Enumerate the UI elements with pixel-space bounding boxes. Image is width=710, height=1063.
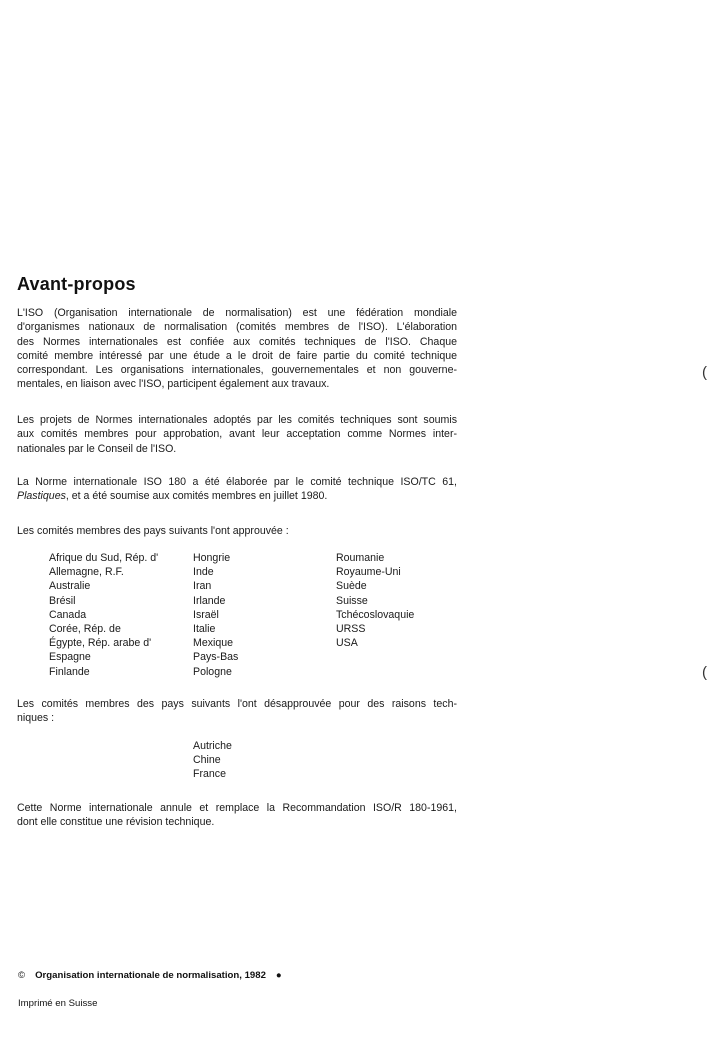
- country-item: Australie: [49, 580, 91, 593]
- disapproved-line: niques :: [17, 712, 55, 725]
- country-column: [193, 551, 238, 679]
- country-item: Inde: [193, 566, 214, 579]
- intro-line: correspondant. Les organisations internationales, gouvernementales et non gouverne-: [17, 364, 457, 377]
- country-item: Espagne: [49, 651, 91, 664]
- country-item: Irlande: [193, 594, 226, 607]
- committee-title: Plastiques: [17, 490, 66, 503]
- country-column: [336, 551, 414, 650]
- standard-line: [17, 489, 457, 503]
- intro-paragraph: [17, 306, 457, 392]
- country-column: [49, 551, 158, 679]
- copyright-notice: [18, 970, 282, 981]
- approval-paragraph: [17, 413, 457, 456]
- country-item: France: [193, 768, 226, 781]
- page-title: Avant-propos: [17, 274, 136, 294]
- country-item: Autriche: [193, 740, 232, 752]
- replacement-line: dont elle constitue une révision technique.: [17, 816, 215, 829]
- country-item: Brésil: [49, 594, 76, 607]
- country-item: Iran: [193, 580, 212, 593]
- country-item: Italie: [193, 623, 216, 636]
- replacement-line: Cette Norme internationale annule et remplace la Recommandation ISO/R 180-1961,: [17, 802, 457, 814]
- binding-mark-icon: (: [702, 665, 707, 681]
- country-item: Pologne: [193, 665, 232, 678]
- approval-line: nationales par le Conseil de l'ISO.: [17, 442, 177, 455]
- country-item: Allemagne, R.F.: [49, 566, 124, 579]
- copyright-icon: ©: [18, 970, 26, 981]
- copyright-text: Organisation internationale de normalisation, 1982: [35, 970, 266, 981]
- country-item: Mexique: [193, 637, 234, 650]
- country-item: Finlande: [49, 665, 90, 678]
- standard-paragraph: [17, 475, 457, 504]
- disapproved-countries: [193, 739, 232, 782]
- country-item: Suisse: [336, 594, 368, 607]
- standard-line-rest: , et a été soumise aux comités membres en juillet 1980.: [65, 490, 328, 503]
- country-item: Canada: [49, 608, 87, 621]
- standard-line: La Norme internationale ISO 180 a été élaborée par le comité technique ISO/TC 61,: [17, 476, 457, 488]
- country-item: Afrique du Sud, Rép. d': [49, 552, 159, 564]
- binding-mark-icon: (: [702, 365, 707, 381]
- replacement-paragraph: [17, 801, 457, 830]
- printed-in: Imprimé en Suisse: [18, 998, 98, 1009]
- intro-line: des Normes internationales est confiée aux comités techniques de l'ISO. Chaque: [17, 335, 457, 348]
- intro-line: d'organismes nationaux de normalisation (comités membres de l'ISO). L'élaboration: [17, 321, 457, 334]
- country-item: URSS: [336, 623, 366, 636]
- country-item: Hongrie: [193, 552, 231, 564]
- bullet-icon: ●: [275, 970, 282, 981]
- country-item: Roumanie: [336, 552, 385, 564]
- country-item: Royaume-Uni: [336, 566, 401, 579]
- country-item: Égypte, Rép. arabe d': [49, 637, 152, 650]
- approved-intro: Les comités membres des pays suivants l'ont approuvée :: [17, 525, 289, 537]
- disapproved-intro: [17, 697, 457, 726]
- country-item: Corée, Rép. de: [49, 623, 121, 636]
- disapproved-line: Les comités membres des pays suivants l'ont désapprouvée pour des raisons tech-: [17, 698, 457, 710]
- country-item: Tchécoslovaquie: [336, 608, 415, 621]
- approval-line: aux comités membres pour approbation, avant leur acceptation comme Normes inter-: [17, 428, 457, 441]
- country-item: Pays-Bas: [193, 651, 239, 664]
- country-item: Israël: [193, 608, 219, 621]
- country-item: USA: [336, 637, 358, 650]
- country-item: Chine: [193, 754, 221, 767]
- intro-line: mentales, en liaison avec l'ISO, participent également aux travaux.: [17, 378, 330, 391]
- approval-line: Les projets de Normes internationales adoptés par les comités techniques sont soumis: [17, 414, 457, 426]
- intro-line: comité membre intéressé par une étude a le droit de faire partie du comité technique: [17, 349, 457, 362]
- country-item: Suède: [336, 580, 367, 593]
- intro-line: L'ISO (Organisation internationale de normalisation) est une fédération mondiale: [17, 307, 457, 319]
